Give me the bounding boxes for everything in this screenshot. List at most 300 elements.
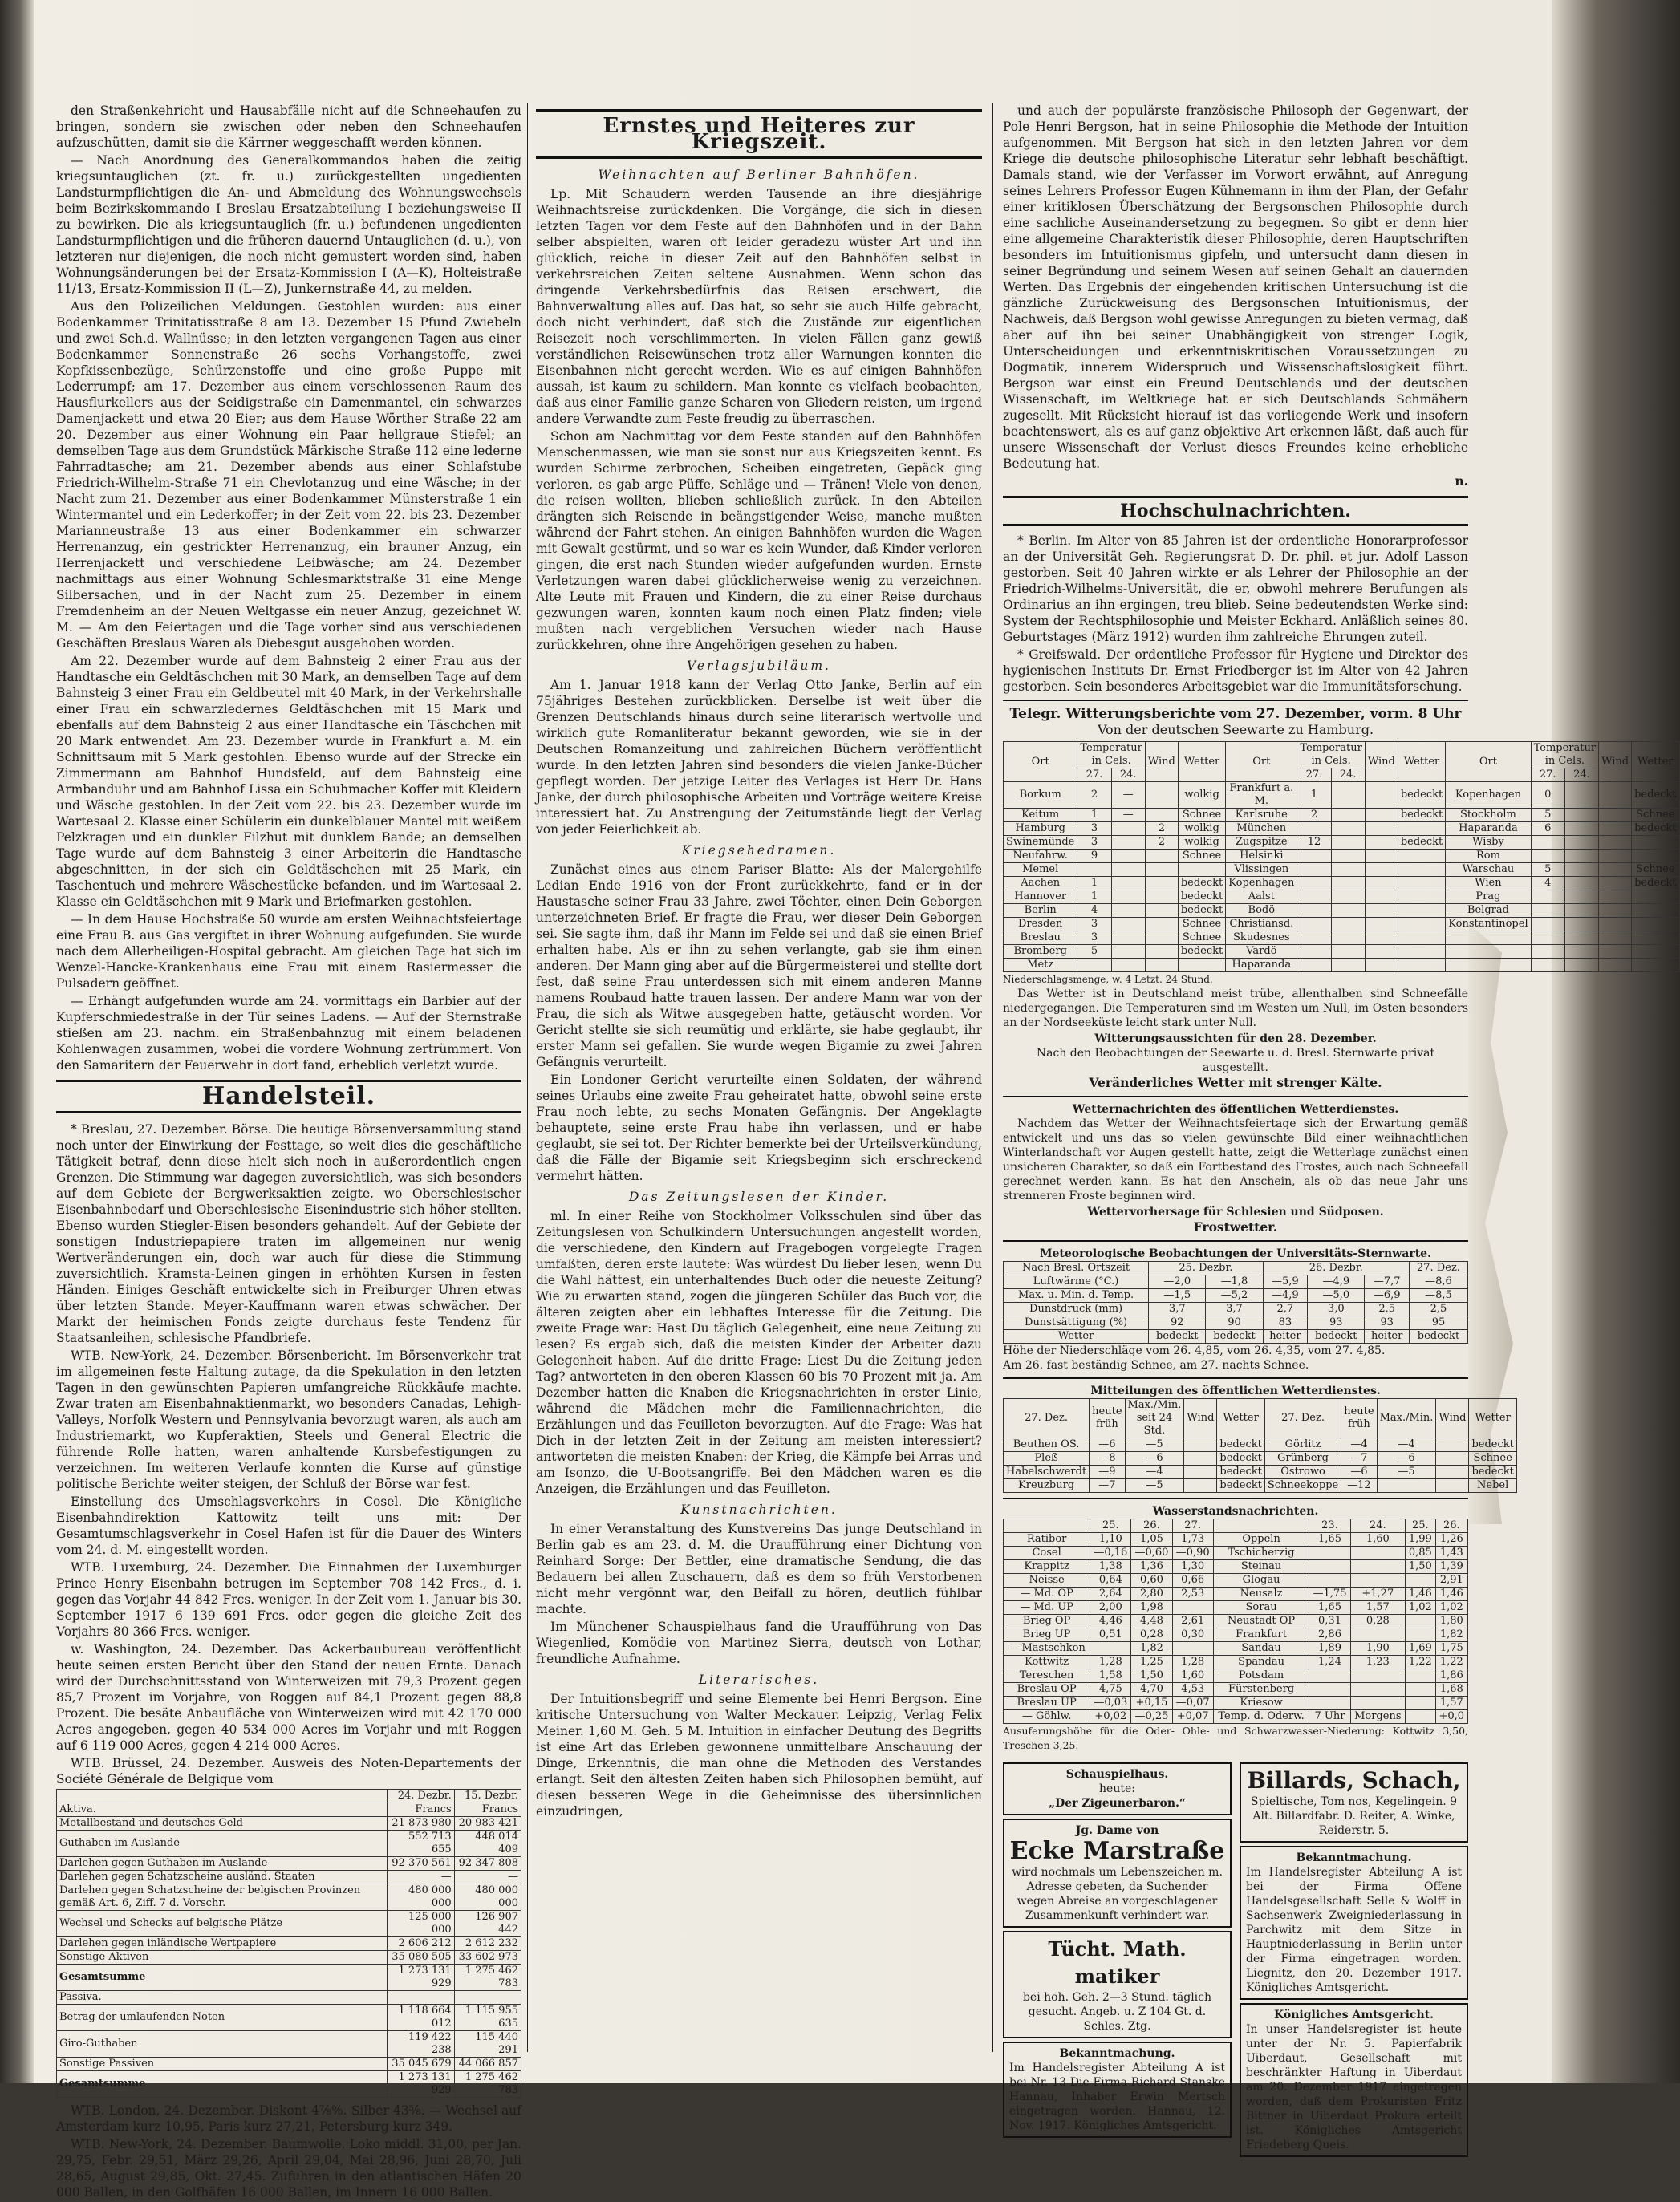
table-cell: München — [1226, 822, 1297, 836]
table-cell — [1398, 890, 1445, 904]
table-cell — [1350, 1683, 1405, 1697]
table-cell: bedeckt — [1149, 1330, 1206, 1344]
table-cell: 1 275 462 783 — [454, 2071, 521, 2098]
table-cell: 0,30 — [1172, 1628, 1213, 1642]
table-header: Wind — [1145, 742, 1178, 782]
table-cell: —5 — [1377, 1466, 1436, 1479]
table-cell: Warschau — [1446, 863, 1531, 877]
table-row — [1004, 1683, 1468, 1697]
table-cell: Kopenhagen — [1446, 782, 1531, 809]
table-cell: Schnee — [1178, 918, 1225, 931]
table-cell: Neisse — [1004, 1574, 1090, 1588]
article-paragraph: * Greifswald. Der ordentliche Professor für Hygiene und Direktor des hygienischen Instituts Dr. Ernst Friedberger ist im Alter von 42 Jahren gestorben. Sein besonderes Arbeitsgebiet war die Immunitätsforschung. — [1003, 647, 1468, 694]
table-cell — [1297, 904, 1331, 918]
table-cell: Kopenhagen — [1226, 877, 1297, 890]
water-levels-footer: Ausuferungshöhe für die Oder- Ohle- und Schwarzwasser-Niederung: Kottwitz 3,50, Treschen 3,25. — [1003, 1725, 1468, 1751]
table-row — [1004, 1710, 1468, 1724]
table-cell — [1599, 836, 1632, 850]
table-cell: —9 — [1090, 1466, 1125, 1479]
table-header: Max./Min. seit 24 Std. — [1125, 1399, 1184, 1438]
table-cell: Max. u. Min. d. Temp. — [1004, 1289, 1149, 1303]
ad-headline: Tücht. Math. matiker — [1048, 1937, 1187, 1988]
table-cell — [1446, 931, 1531, 945]
table-cell: wolkig — [1178, 822, 1225, 836]
table-cell: 1,02 — [1406, 1601, 1436, 1615]
table-cell: Haparanda — [1446, 822, 1531, 836]
article-paragraph: Ein Londoner Gericht verurteilte einen Soldaten, der während seines Urlaubs eine zweite Frau geheiratet hatte, obwohl seine erste Frau noch lebte, zu sechs Monaten Gefängnis. Der Angeklagte behauptete, seine erste Frau habe ihn verlassen, und er habe geglaubt, sie sei tot. Der Richter bemerkte bei der Urteilsverkündung, daß die Fälle der Bigamie seit Kriegsbeginn sich erschreckend vermehrt hätten. — [536, 1073, 982, 1183]
table-cell — [1145, 918, 1178, 931]
page-binding-left — [0, 0, 34, 2083]
article-paragraph: WTB. New-York, 24. Dezember. Baumwolle. Loko middl. 31,00, per Jan. 29,75, Febr. 29,51, März 29,26, April 29,04, Mai 28,96, Juni 28,70, Juli 28,65, August 29,85, Okt. 27,45. Zufuhren in den atlantischen Häfen 20 000 Ballen, in den Golfhäfen 16 000 Ballen, im Innern 16 000 Ballen. — [56, 2137, 521, 2200]
article-subtitle: Kriegsehedramen. — [681, 843, 837, 858]
table-cell — [1564, 890, 1598, 904]
table-cell: Giro-Guthaben — [57, 2031, 388, 2058]
table-cell — [1309, 1574, 1350, 1588]
table-cell — [1564, 863, 1598, 877]
observatory-note: Höhe der Niederschläge vom 26. 4,85, vom 26. 4,35, vom 27. 4,85. — [1003, 1344, 1386, 1357]
table-cell: 2 606 212 — [388, 1937, 454, 1951]
table-cell — [1632, 931, 1679, 945]
table-cell: —8,6 — [1409, 1275, 1467, 1289]
article-paragraph: ml. In einer Reihe von Stockholmer Volksschulen sind über das Zeitungslesen von Schulkindern Untersuchungen angestellt worden, die verschiedene, den Kindern auf Fragebogen vorgelegte Fragen umfaßten, deren erste lautete: Was würdest Du lieber lesen, wenn Du die Wahl hättest, ein unterhaltendes Buch oder die neueste Zeitung? Wie zu erwarten stand, zogen die jüngeren Schüler das Buch vor, die älteren zeigten aber ein lebhaftes Interesse für die Zeitung. Die zweite Frage war: Hast Du täglich Gelegenheit, eine neue Zeitung zu lesen? Es ergab sich, daß die meisten Kinder der Arbeiter dazu Gelegenheit haben. Auf die dritte Frage: Liest Du die Zeitung jeden Tag? antworteten in den oberen Klassen 60 bis 70 Prozent mit ja. Am Dezember hatten die Knaben die Kriegsnachrichten in erster Linie, während die Mädchen mehr die Familiennachrichten, die Erzählungen und das Feuilleton bevorzugten. Auf die Frage: Was hat Dich in der letzten Zeit in der Zeitung am meisten interessiert? antworteten die meisten Knaben: der Krieg, die Kämpfe bei Arras und am Isonzo, die U-Bootsangriffe. Bei den Mädchen waren es die Anzeigen, die Erzählungen und das Feuilleton. — [536, 1209, 982, 1496]
table-cell: 92 347 808 — [454, 1857, 521, 1871]
table-cell — [1111, 836, 1145, 850]
table-cell: 1,86 — [1435, 1669, 1467, 1683]
table-header: Francs — [454, 1803, 521, 1817]
table-cell: 90 — [1206, 1316, 1263, 1330]
weather-service-text: Nachdem das Wetter der Weihnachtsfeiertage sich der Erwartung gemäß entwickelt und uns das so vielen gewünschte Bild einer weihnachtlichen Winterlandschaft vor Augen gestellt hatte, zeigt die Wetterlage zunächst einen unsicheren Charakter, so daß ein Fortbestand des Frostes, auch nach Schneefall gerechnet werden kann. Es hat den Anschein, als ob das neue Jahr uns strenneren Froste beginnen wird. — [1003, 1117, 1468, 1202]
table-cell: 92 370 561 — [388, 1857, 454, 1871]
ads-area — [1003, 1759, 1468, 2157]
table-header: heute früh — [1090, 1399, 1125, 1438]
table-cell: —4 — [1377, 1438, 1436, 1452]
table-cell: bedeckt — [1178, 890, 1225, 904]
table-cell: Habelschwerdt — [1004, 1466, 1090, 1479]
table-row — [1004, 877, 1680, 890]
table-cell: Temp. d. Oderw. — [1213, 1710, 1309, 1724]
table-cell: 93 — [1365, 1316, 1410, 1330]
weather-service-title: Wetternachrichten des öffentlichen Wetterdienstes. — [1072, 1103, 1399, 1116]
article-paragraph: — Nach Anordnung des Generalkommandos haben die zeitig kriegsuntauglichen (zt. fr. u.) zurückgestellten ungedienten Landsturmpflichtigen die An- und Abmeldung des Wohnungswechsels beim Bezirkskommando I Breslau Ersatzabteilung I beziehungsweise II zu bewirken. Die als kriegsuntauglich (fr. u.) befundenen ungedienten Landsturmpflichtigen und die früheren dauernd Untauglichen (d. u.), von letzteren nur diejenigen, die noch nicht gemustert worden sind, haben Wohnungsänderungen bei der Ersatz-Kommission I (A—K), Holteistraße 11/13, Ersatz-Kommission II (L—Z), Junkernstraße 44, zu melden. — [56, 153, 521, 296]
table-cell — [1111, 877, 1145, 890]
ad-personal — [1003, 1819, 1232, 1928]
weather-summary: Das Wetter ist in Deutschland meist trübe, allenthalben sind Schneefälle niedergegangen. Die Temperaturen sind im Westen um Null, im Osten besonders an der Nordseeküste leicht stark unter Null. — [1003, 987, 1468, 1029]
weather-table — [1003, 741, 1680, 972]
table-cell — [1365, 836, 1398, 850]
article-paragraph: Der Intuitionsbegriff und seine Elemente bei Henri Bergson. Eine kritische Untersuchung von Walter Meckauer. Leipzig, Verlag Felix Meiner. 1,60 M. Geh. 5 M. Intuition in einfacher Deutung des Begriffs ist eine Art das Erleben gewonnene unmittelbare Anschauung der Dinge, Erkenntnis, die man ohne die Methoden des Verstandes erlangt. Seit den ältesten Zeiten haben sich Philosophen bemüht, auf diesen besseren Wege in die Geheimnisse des übersinnlichen einzudringen, — [536, 1692, 982, 1819]
table-header: Ort — [1226, 742, 1297, 782]
table-cell: Darlehen gegen Schatzscheine ausländ. Staaten — [57, 1871, 388, 1884]
table-row — [1004, 1601, 1468, 1615]
table-cell: bedeckt — [1632, 782, 1679, 809]
table-cell — [1178, 863, 1225, 877]
table-cell: 126 907 442 — [454, 1911, 521, 1937]
weather-report-title: Telegr. Witterungsberichte vom 27. Dezember, vorm. 8 Uhr — [1009, 706, 1462, 722]
table-header: Francs — [388, 1803, 454, 1817]
table-row — [1004, 1574, 1468, 1588]
table-cell: bedeckt — [1398, 782, 1445, 809]
column-right — [1003, 103, 1677, 2157]
table-cell: Sorau — [1213, 1601, 1309, 1615]
table-row — [57, 1884, 521, 1911]
table-cell: 12 — [1297, 836, 1331, 850]
table-row — [57, 1951, 521, 1965]
ad-billard — [1240, 1762, 1468, 1843]
table-cell: 1,65 — [1309, 1533, 1350, 1547]
table-cell: bedeckt — [1217, 1466, 1264, 1479]
table-cell: 2 — [1297, 809, 1331, 822]
table-header: 26. Dezbr. — [1263, 1262, 1409, 1275]
table-header: Wind — [1184, 1399, 1217, 1438]
table-header: Wetter — [1632, 742, 1679, 782]
table-cell — [1331, 890, 1365, 904]
table-cell: Schnee — [1469, 1452, 1516, 1466]
table-header: Wetter — [1398, 742, 1445, 782]
table-row — [57, 1831, 521, 1857]
table-cell: 1,69 — [1406, 1642, 1436, 1656]
table-cell — [1436, 1479, 1469, 1493]
table-header: Wind — [1599, 742, 1632, 782]
table-cell — [1297, 877, 1331, 890]
table-cell: Kottwitz — [1004, 1656, 1090, 1669]
ad-headline: Billards, Schach, — [1247, 1767, 1461, 1794]
ad-notice — [1240, 1846, 1468, 2000]
table-cell: 3 — [1077, 918, 1111, 931]
table-cell: 1,75 — [1435, 1642, 1467, 1656]
table-cell: Belgrad — [1446, 904, 1531, 918]
divider — [1003, 1498, 1468, 1499]
table-cell — [1599, 904, 1632, 918]
table-cell: 2,5 — [1365, 1303, 1410, 1316]
table-cell: Darlehen gegen Guthaben im Auslande — [57, 1857, 388, 1871]
table-cell — [1331, 959, 1365, 972]
table-cell: 1,28 — [1090, 1656, 1131, 1669]
table-cell — [1406, 1710, 1436, 1724]
ad-text: Spieltische, Tom nos, Kegelingein. 9 Alt. Billardfabr. D. Reiter, A. Winke, Reiderstr. 5. — [1250, 1795, 1458, 1837]
table-cell — [1297, 850, 1331, 863]
table-cell: 35 080 505 — [388, 1951, 454, 1965]
table-row — [1004, 809, 1680, 822]
table-cell: 1 273 131 929 — [388, 1965, 454, 1991]
table-cell: Keitum — [1004, 809, 1077, 822]
table-cell: 480 000 000 — [454, 1884, 521, 1911]
table-row — [1004, 945, 1680, 959]
ad-schauspielhaus — [1003, 1762, 1232, 1815]
table-row — [1004, 1330, 1468, 1344]
table-cell — [1309, 1547, 1350, 1560]
table-header: 27. — [1531, 768, 1564, 782]
table-cell: —0,16 — [1090, 1547, 1131, 1560]
table-cell: 1,68 — [1435, 1683, 1467, 1697]
table-cell: 1 — [1077, 890, 1111, 904]
table-cell — [1446, 945, 1531, 959]
table-cell: 1,98 — [1131, 1601, 1172, 1615]
table-cell: bedeckt — [1308, 1330, 1365, 1344]
table-cell: 21 873 980 — [388, 1817, 454, 1831]
table-cell: 3 — [1077, 836, 1111, 850]
table-row — [57, 1817, 521, 1831]
table-cell: 4,75 — [1090, 1683, 1131, 1697]
table-header: Ort — [1446, 742, 1531, 782]
table-cell: Neusalz — [1213, 1588, 1309, 1601]
table-cell: Sonstige Aktiven — [57, 1951, 388, 1965]
table-cell — [1365, 890, 1398, 904]
table-header: Max./Min. — [1377, 1399, 1436, 1438]
table-cell — [1111, 959, 1145, 972]
table-cell: —7 — [1341, 1452, 1377, 1466]
table-cell: Darlehen gegen inländische Wertpapiere — [57, 1937, 388, 1951]
table-cell — [1564, 931, 1598, 945]
article-paragraph: den Straßenkehricht und Hausabfälle nicht auf die Schneehaufen zu bringen, sondern sie zwischen oder neben den Schneehaufen aufzuschütten, damit sie die Kärrner weggeschafft werden können. — [56, 103, 521, 150]
table-cell: —6 — [1341, 1466, 1377, 1479]
article-subtitle: Das Zeitungslesen der Kinder. — [628, 1190, 890, 1204]
column-middle — [536, 103, 982, 1821]
article-paragraph: Im Münchener Schauspielhaus fand die Uraufführung von Das Wiegenlied, Komödie von Martinez Sierra, deutsch von Lothar, freundliche Aufnahme. — [536, 1620, 982, 1666]
table-cell: Pleß — [1004, 1452, 1090, 1466]
article-paragraph: Einstellung des Umschlagsverkehrs in Cosel. Die Königliche Eisenbahndirektion Kattowitz teilt uns mit: Der Gesamtumschlagsverkehr in Cosel Hafen ist für die Dauer des Winters vom 24. d. M. eingestellt worden. — [56, 1494, 521, 1557]
table-cell: 3 — [1077, 931, 1111, 945]
table-cell: 448 014 409 — [454, 1831, 521, 1857]
table-cell: heiter — [1263, 1330, 1308, 1344]
table-cell: Bodö — [1226, 904, 1297, 918]
table-cell — [1564, 959, 1598, 972]
table-cell: 1,22 — [1406, 1656, 1436, 1669]
table-cell: Görlitz — [1264, 1438, 1341, 1452]
table-cell — [1331, 809, 1365, 822]
table-cell: —0,60 — [1131, 1547, 1172, 1560]
table-cell: Wechsel und Schecks auf belgische Plätze — [57, 1911, 388, 1937]
table-cell: 1,02 — [1435, 1601, 1467, 1615]
ad-title: Bekanntmachung. — [1296, 1851, 1412, 1864]
table-row — [1004, 1628, 1468, 1642]
table-cell: Betrag der umlaufenden Noten — [57, 2005, 388, 2031]
water-levels-table — [1003, 1519, 1468, 1724]
table-cell: Steinau — [1213, 1560, 1309, 1574]
table-cell — [1564, 850, 1598, 863]
table-cell: 9 — [1077, 850, 1111, 863]
table-cell: 115 440 291 — [454, 2031, 521, 2058]
table-cell — [1145, 782, 1178, 809]
table-cell: —5,0 — [1308, 1289, 1365, 1303]
table-cell: bedeckt — [1632, 822, 1679, 836]
article-subtitle: Weihnachten auf Berliner Bahnhöfen. — [598, 168, 920, 182]
table-cell — [1531, 931, 1564, 945]
table-cell: 1 — [1297, 782, 1331, 809]
table-cell: 552 713 655 — [388, 1831, 454, 1857]
table-cell — [1077, 959, 1111, 972]
table-cell: Aachen — [1004, 877, 1077, 890]
table-cell: Schnee — [1178, 850, 1225, 863]
table-cell — [1365, 782, 1398, 809]
table-cell — [1145, 850, 1178, 863]
table-row — [1004, 1289, 1468, 1303]
table-cell: Ostrowo — [1264, 1466, 1341, 1479]
table-cell: 5 — [1077, 945, 1111, 959]
divider — [1003, 700, 1468, 701]
table-cell: —1,75 — [1309, 1588, 1350, 1601]
ad-text: Jg. Dame von — [1075, 1824, 1159, 1837]
table-cell — [1599, 822, 1632, 836]
forecast-line: Nach den Beobachtungen der Seewarte u. d. Bresl. Sternwarte privat ausgestellt. — [1036, 1047, 1435, 1074]
ad-text: In unser Handelsregister ist heute unter der Nr. 5. Papierfabrik Uiberdaut, Gesellschaft mit beschränkter Haftung in Uiberdaut am 20. Dezember 1917 eingetragen worden, daß dem Prokuristen Fritz Bittner in Uiberdaut Prokura erteilt ist. Königliches Amtsgericht Friedeberg Queis. — [1246, 2023, 1462, 2151]
table-cell — [1377, 1479, 1436, 1493]
table-cell — [1531, 836, 1564, 850]
table-cell: Metallbestand und deutsches Geld — [57, 1817, 388, 1831]
table-cell: 44 066 857 — [454, 2058, 521, 2071]
table-cell — [1599, 959, 1632, 972]
table-cell: bedeckt — [1178, 877, 1225, 890]
table-cell — [1564, 918, 1598, 931]
table-cell: 3,0 — [1308, 1303, 1365, 1316]
ad-text: bei hoh. Geh. 2—3 Stund. täglich gesucht. Angeb. u. Z 104 Gt. d. Schles. Ztg. — [1022, 1991, 1212, 2033]
table-cell: —5 — [1125, 1438, 1184, 1452]
weather-note: Niederschlagsmenge, w. 4 Letzt. 24 Stund. — [1003, 974, 1213, 985]
table-cell: 3 — [1077, 822, 1111, 836]
table-cell: wolkig — [1178, 836, 1225, 850]
table-sum-label: Gesamtsumme — [57, 2071, 388, 2098]
table-cell: Frankfurt — [1213, 1628, 1309, 1642]
table-cell: 1 115 955 635 — [454, 2005, 521, 2031]
table-cell: bedeckt — [1469, 1466, 1516, 1479]
table-cell: —0,07 — [1172, 1697, 1213, 1710]
table-cell: Breslau UP — [1004, 1697, 1090, 1710]
table-cell: —5,9 — [1263, 1275, 1308, 1289]
table-cell — [1632, 850, 1679, 863]
table-cell — [1632, 836, 1679, 850]
table-cell: 1,80 — [1435, 1615, 1467, 1628]
table-cell — [1406, 1574, 1436, 1588]
table-cell — [1365, 931, 1398, 945]
section-title-ernstes: Ernstes und Heiteres zur Kriegszeit. — [536, 109, 982, 159]
ad-title: Schauspielhaus. — [1065, 1768, 1169, 1781]
table-header: 26. — [1131, 1519, 1172, 1533]
table-cell: Metz — [1004, 959, 1077, 972]
table-cell: bedeckt — [1398, 836, 1445, 850]
table-cell: Helsinki — [1226, 850, 1297, 863]
table-cell — [1111, 890, 1145, 904]
table-cell: Rom — [1446, 850, 1531, 863]
table-row — [1004, 890, 1680, 904]
table-cell: Aalst — [1226, 890, 1297, 904]
author-sign: n. — [1455, 473, 1468, 489]
table-row — [1004, 836, 1680, 850]
table-section-label: Aktiva. — [57, 1803, 388, 1817]
ad-text: „Der Zigeunerbaron.“ — [1049, 1797, 1186, 1810]
table-header: 24. Dezbr. — [388, 1790, 454, 1803]
ad-title: Königliches Amtsgericht. — [1274, 2009, 1434, 2022]
table-cell: Kriesow — [1213, 1697, 1309, 1710]
table-cell — [1331, 945, 1365, 959]
table-cell: 1,57 — [1350, 1601, 1405, 1615]
table-cell — [1632, 890, 1679, 904]
table-cell: —6,9 — [1365, 1289, 1410, 1303]
table-row — [1004, 1560, 1468, 1574]
table-cell: —4,9 — [1308, 1275, 1365, 1289]
table-row — [1004, 1452, 1517, 1466]
table-cell: +0,0 — [1435, 1710, 1467, 1724]
table-header: 26. — [1435, 1519, 1467, 1533]
table-cell — [1077, 863, 1111, 877]
table-row — [1004, 1479, 1517, 1493]
table-cell: Breslau OP — [1004, 1683, 1090, 1697]
table-cell: Wisby — [1446, 836, 1531, 850]
table-cell — [1599, 877, 1632, 890]
table-cell: 1,10 — [1090, 1533, 1131, 1547]
table-cell — [1365, 877, 1398, 890]
table-cell: 2,91 — [1435, 1574, 1467, 1588]
table-cell: Breslau — [1004, 931, 1077, 945]
table-cell — [1531, 959, 1564, 972]
table-cell: —12 — [1341, 1479, 1377, 1493]
table-cell: 1,99 — [1406, 1533, 1436, 1547]
ad-court — [1240, 2003, 1468, 2157]
table-header: Temperatur in Cels. — [1077, 742, 1145, 768]
table-cell: 1 118 664 012 — [388, 2005, 454, 2031]
table-cell — [1365, 809, 1398, 822]
forecast-main: Frostwetter. — [1193, 1219, 1278, 1235]
table-cell: bedeckt — [1178, 945, 1225, 959]
table-header: 24. — [1564, 768, 1598, 782]
ad-title: Bekanntmachung. — [1059, 2047, 1175, 2060]
table-cell: 93 — [1308, 1316, 1365, 1330]
table-cell — [1331, 850, 1365, 863]
table-cell: 1,60 — [1350, 1533, 1405, 1547]
table-cell: Hamburg — [1004, 822, 1077, 836]
divider — [1003, 1240, 1468, 1242]
table-cell: 1,73 — [1172, 1533, 1213, 1547]
table-cell: 0,28 — [1131, 1628, 1172, 1642]
table-cell: Schnee — [1178, 809, 1225, 822]
table-cell: wolkig — [1178, 782, 1225, 809]
table-header: 23. — [1309, 1519, 1350, 1533]
table-cell: 1,50 — [1406, 1560, 1436, 1574]
table-cell: 1,82 — [1435, 1628, 1467, 1642]
table-cell — [1331, 904, 1365, 918]
table-cell: Schnee — [1632, 809, 1679, 822]
table-header: 27. Dez. — [1264, 1399, 1341, 1438]
table-cell: bedeckt — [1178, 904, 1225, 918]
table-cell: — — [454, 1871, 521, 1884]
table-cell: Borkum — [1004, 782, 1077, 809]
table-cell: 1,24 — [1309, 1656, 1350, 1669]
table-cell: bedeckt — [1217, 1479, 1264, 1493]
table-cell: 5 — [1531, 809, 1564, 822]
table-cell: —4 — [1341, 1438, 1377, 1452]
table-header: 24. — [1331, 768, 1365, 782]
table-cell: Cosel — [1004, 1547, 1090, 1560]
table-cell: 2 — [1145, 822, 1178, 836]
table-cell: 1 275 462 783 — [454, 1965, 521, 1991]
table-cell: —1,5 — [1149, 1289, 1206, 1303]
table-cell — [1111, 850, 1145, 863]
table-cell: 2 — [1145, 836, 1178, 850]
table-cell: Schnee — [1632, 863, 1679, 877]
table-row — [57, 1871, 521, 1884]
table-section-label: Passiva. — [57, 1991, 388, 2005]
article-subtitle: Kunstnachrichten. — [680, 1502, 838, 1517]
table-cell — [1297, 863, 1331, 877]
table-cell: —0,25 — [1131, 1710, 1172, 1724]
table-row — [1004, 1466, 1517, 1479]
table-cell — [1365, 945, 1398, 959]
table-cell: 1,39 — [1435, 1560, 1467, 1574]
table-header: Temperatur in Cels. — [1531, 742, 1598, 768]
table-cell: Spandau — [1213, 1656, 1309, 1669]
table-cell: 4,70 — [1131, 1683, 1172, 1697]
table-cell — [1309, 1560, 1350, 1574]
weather-stations-title: Mitteilungen des öffentlichen Wetterdienstes. — [1090, 1385, 1381, 1397]
table-cell: 4 — [1531, 877, 1564, 890]
